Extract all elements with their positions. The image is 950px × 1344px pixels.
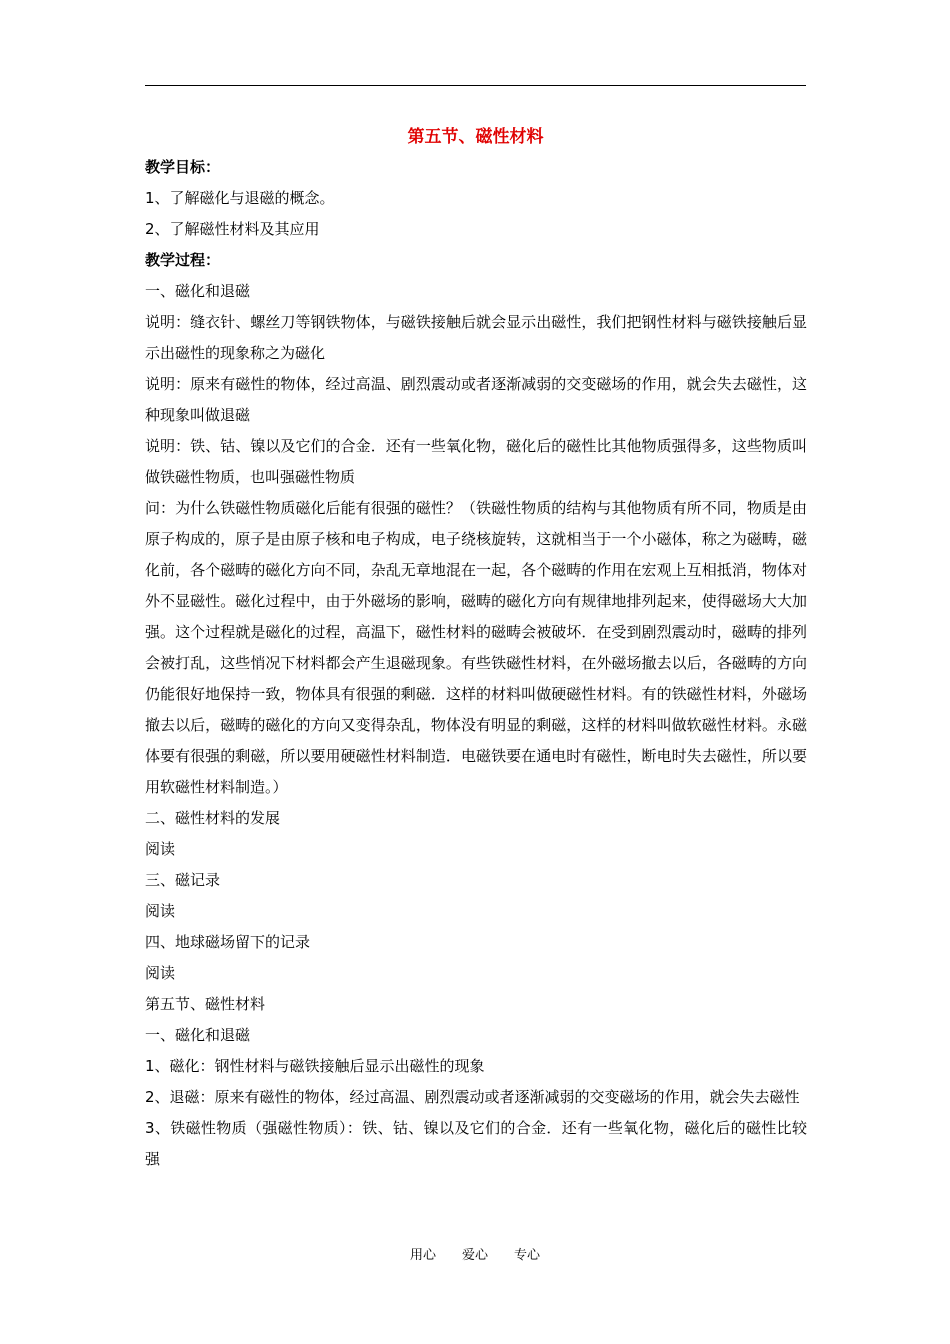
board-title: 第五节、磁性材料 (145, 995, 266, 1013)
goals-heading: 教学目标： (145, 158, 221, 176)
section-body: 阅读 (145, 964, 176, 982)
paragraph: 说明：铁、钴、镍以及它们的合金．还有一些氧化物，磁化后的磁性比其他物质强得多，这些物质叫做铁磁性物质，也叫强磁性物质 (145, 437, 807, 486)
process-heading: 教学过程： (145, 251, 221, 269)
board-item: 1、磁化：钢性材料与磁铁接触后显示出磁性的现象 (145, 1057, 485, 1075)
page-title: 第五节、磁性材料 (407, 127, 544, 147)
paragraph: 问：为什么铁磁性物质磁化后能有很强的磁性？（铁磁性物质的结构与其他物质有所不同，物质是由原子构成的，原子是由原子核和电子构成，电子绕核旋转，这就相当于一个小磁体，称之为磁畴，磁化前，各个磁畴的磁化方向不同，杂乱无章地混在一起，各个磁畴的作用在宏观上互相抵消，物体对外不显磁性。磁化过程中，由于外磁场的影响，磁畴的磁化方向有规律地排列起来，使得磁场大大加强。这个过程就是磁化的过程，高温下，磁性材料的磁畴会被破坏．在受到剧烈震动时，磁畴的排列会被打乱，这些悄况下材料都会产生退磁现象。有些铁磁性材料，在外磁场撤去以后，各磁畴的方向仍能很好地保持一致，物体具有很强的剩磁．这样的材料叫做硬磁性材料。有的铁磁性材料，外磁场撤去以后，磁畴的磁化的方向又变得杂乱，物体没有明显的剩磁，这样的材料叫做软磁性材料。永磁体要有很强的剩磁，所以要用硬磁性材料制造．电磁铁要在通电时有磁性，断电时失去磁性，所以要用软磁性材料制造。） (145, 499, 807, 796)
section-heading: 一、磁化和退磁 (145, 282, 251, 300)
paragraph: 说明：缝衣针、螺丝刀等钢铁物体，与磁铁接触后就会显示出磁性，我们把钢性材料与磁铁接触后显示出磁性的现象称之为磁化 (145, 313, 807, 362)
board-item: 3、铁磁性物质（强磁性物质）：铁、钴、镍以及它们的合金．还有一些氧化物，磁化后的磁性比较强 (145, 1119, 807, 1168)
paragraph: 说明：原来有磁性的物体，经过高温、剧烈震动或者逐渐减弱的交变磁场的作用，就会失去磁性，这种现象叫做退磁 (145, 375, 807, 424)
section-body: 阅读 (145, 902, 176, 920)
section-heading: 四、地球磁场留下的记录 (145, 933, 311, 951)
header-rule (145, 85, 806, 86)
board-item: 2、退磁：原来有磁性的物体，经过高温、剧烈震动或者逐渐减弱的交变磁场的作用，就会失去磁性 (145, 1088, 800, 1106)
goal-item: 2、了解磁性材料及其应用 (145, 220, 320, 238)
document-body (145, 152, 807, 1175)
section-heading: 一、磁化和退磁 (145, 1026, 251, 1044)
section-heading: 二、磁性材料的发展 (145, 809, 281, 827)
section-body: 阅读 (145, 840, 176, 858)
page-footer: 用心 爱心 专心 (409, 1248, 540, 1263)
goal-item: 1、了解磁化与退磁的概念。 (145, 189, 335, 207)
section-heading: 三、磁记录 (145, 871, 221, 889)
